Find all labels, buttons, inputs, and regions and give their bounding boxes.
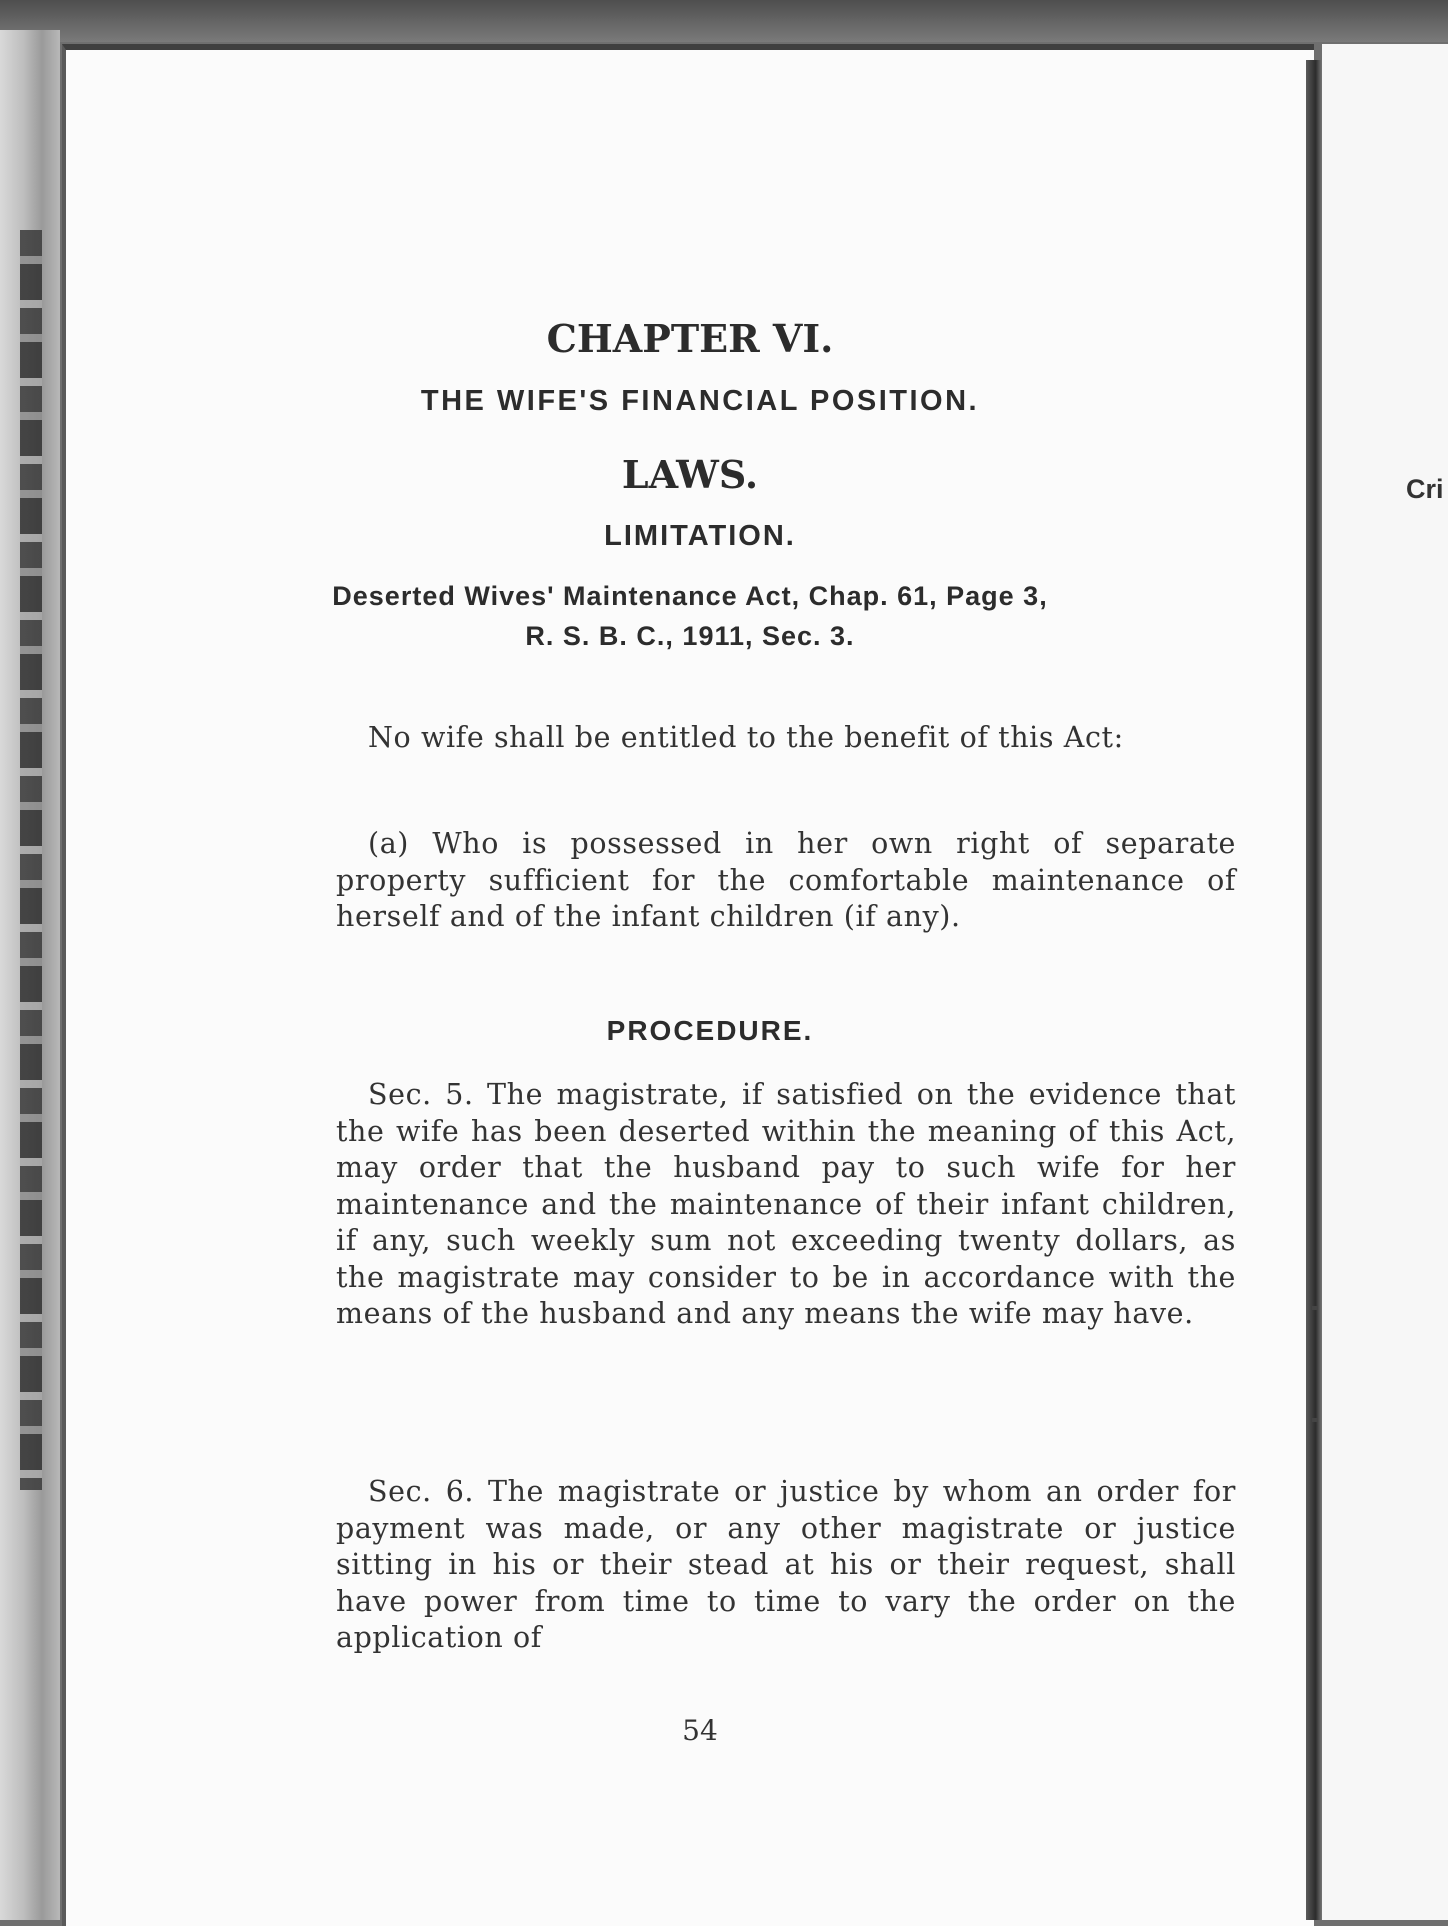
- paragraph-entitlement: No wife shall be entitled to the benefit of this Act:: [368, 721, 1124, 754]
- book-gutter: [1306, 60, 1322, 1920]
- chapter-subtitle: THE WIFE'S FINANCIAL POSITION.: [420, 385, 980, 417]
- page-content: [66, 50, 1314, 1926]
- scan-border-top: [0, 0, 1448, 42]
- chapter-title: CHAPTER VI.: [546, 316, 834, 361]
- spine-lettering: [20, 230, 42, 1490]
- facing-page: [1322, 44, 1448, 1920]
- paragraph-sec-5: Sec. 5. The magistrate, if satisfied on the evidence that the wife has been deserted within the meaning of this Act, may order that the husband pay to such wife for her maintenance and the maintenance of their infant children, if any, such weekly sum not exceeding twenty dollars, as the magistrate may consider to be in accordance with the means of the husband and any means the wife may have.: [336, 1078, 1236, 1330]
- subsection-heading-limitation: LIMITATION.: [604, 520, 796, 552]
- paragraph-sec-6: Sec. 6. The magistrate or justice by whom an order for payment was made, or any other magistrate or justice sitting in his or their stead at his or their request, shall have power from time to time to vary the order on the application of: [336, 1475, 1236, 1654]
- gutter-mark: [1312, 1418, 1318, 1422]
- page-number: 54: [682, 1714, 718, 1747]
- section-heading-laws: LAWS.: [621, 452, 759, 497]
- citation-line-1: Deserted Wives' Maintenance Act, Chap. 61, Page 3,: [332, 581, 1048, 611]
- citation-line-2: R. S. B. C., 1911, Sec. 3.: [525, 621, 855, 651]
- section-heading-procedure: PROCEDURE.: [606, 1015, 814, 1046]
- facing-page-text-fragment: Cri: [1406, 474, 1444, 504]
- statute-citation: [66, 576, 1314, 656]
- book-spine: [0, 30, 60, 1920]
- paragraph-clause-a: (a) Who is possessed in her own right of separate property sufficient for the comfortable maintenance of herself and of the infant children (if any).: [336, 827, 1236, 933]
- document-page: [62, 44, 1314, 1926]
- gutter-mark: [1312, 1306, 1318, 1310]
